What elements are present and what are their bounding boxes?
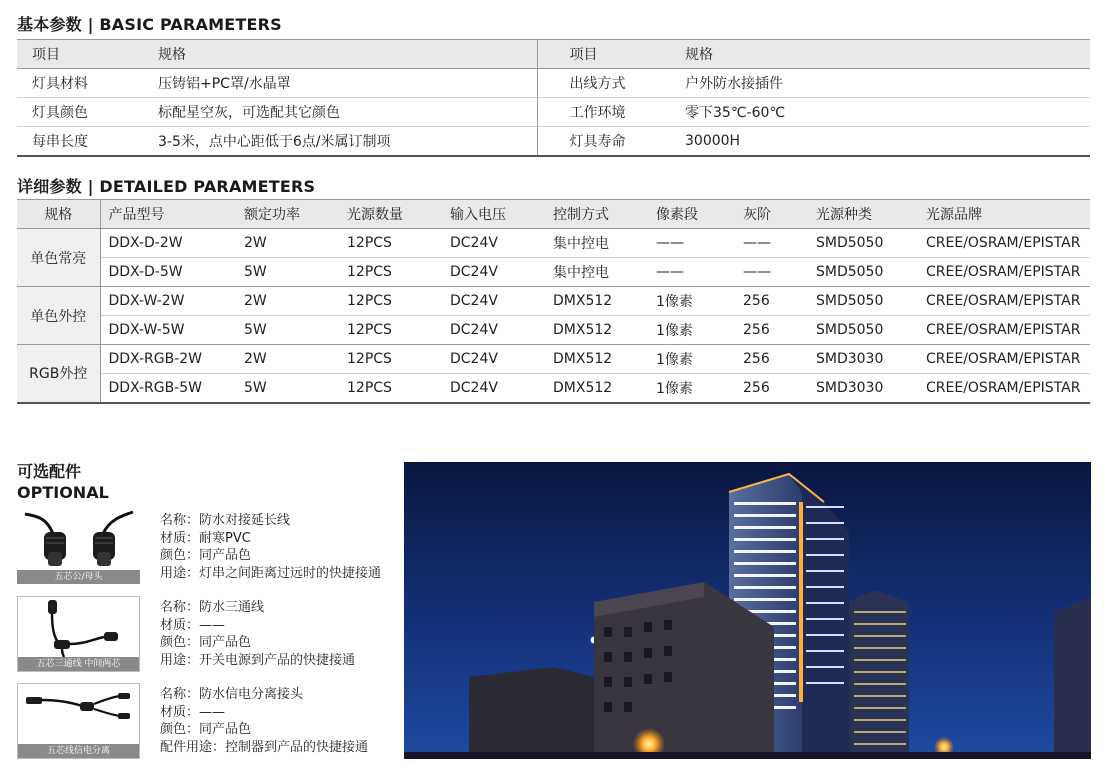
table-cell: 5W <box>244 379 267 396</box>
header-cell: 项目 <box>32 47 60 63</box>
table-cell: DMX512 <box>553 322 613 338</box>
table-cell: —— <box>656 235 684 251</box>
table-cell: 12PCS <box>347 379 392 396</box>
table-cell: 2W <box>244 293 267 309</box>
header-cell: 输入电压 <box>450 207 506 223</box>
table-row <box>17 374 1090 403</box>
optional-title-en: OPTIONAL <box>17 483 109 502</box>
table-cell: 12PCS <box>347 293 392 309</box>
signal-power-splitter-icon <box>18 684 139 744</box>
table-row <box>17 69 1090 98</box>
detailed-parameters-table <box>17 199 1090 404</box>
header-cell: 灰阶 <box>743 207 771 223</box>
detailed-parameters-title: 详细参数 | DETAILED PARAMETERS <box>17 177 316 196</box>
table-cell: 256 <box>743 293 770 309</box>
table-cell: CREE/OSRAM/EPISTAR <box>926 235 1081 251</box>
accessory-caption: 五芯线信电分离 <box>18 744 139 758</box>
table-cell: 2W <box>244 351 267 367</box>
table-header-row <box>17 40 1090 69</box>
header-cell: 规格 <box>143 40 537 69</box>
header-cell: 光源种类 <box>816 207 872 223</box>
header-cell: 产品型号 <box>108 207 165 223</box>
table-cell: SMD5050 <box>816 322 884 338</box>
table-cell: 256 <box>743 351 770 367</box>
table-cell: 30000H <box>685 132 741 149</box>
table-cell: 256 <box>743 322 770 338</box>
table-cell: 1像素 <box>656 352 693 368</box>
table-row <box>17 287 1090 316</box>
table-cell: 集中控电 <box>553 265 609 281</box>
header-cell: 规格 <box>685 47 713 63</box>
accessory-line: 名称：防水三通线 <box>160 600 265 615</box>
accessory-line: 用途：开关电源到产品的快捷接通 <box>160 652 356 668</box>
table-cell: SMD3030 <box>816 351 884 367</box>
accessory-line: 配件用途：控制器到产品的快捷接通 <box>160 739 369 755</box>
table-cell: DC24V <box>450 379 498 396</box>
spec-group-cell: 单色常亮 <box>17 229 100 287</box>
table-cell: DMX512 <box>553 293 613 309</box>
table-cell: 工作环境 <box>569 105 626 121</box>
spec-group-cell: 单色外控 <box>17 287 100 345</box>
optional-title-cn: 可选配件 <box>17 462 82 481</box>
table-cell: DC24V <box>450 293 498 309</box>
header-cell: 额定功率 <box>244 207 300 223</box>
table-cell: 3-5米，点中心距低于6点/米属订制项 <box>143 127 537 156</box>
accessory-line: 颜色：同产品色 <box>160 548 252 563</box>
basic-parameters-title: 基本参数 | BASIC PARAMETERS <box>17 15 282 34</box>
table-row <box>17 316 1090 345</box>
night-skyline-illustration <box>404 462 1091 759</box>
header-cell: 像素段 <box>656 207 698 223</box>
accessory-description <box>160 599 355 669</box>
table-cell: 灯具颜色 <box>32 105 88 121</box>
table-cell: DMX512 <box>553 379 613 396</box>
splitter-photo <box>17 683 140 759</box>
table-cell: 12PCS <box>347 322 392 338</box>
header-cell: 控制方式 <box>553 207 609 223</box>
table-cell: DC24V <box>450 264 498 280</box>
table-cell: SMD5050 <box>816 235 884 251</box>
table-cell: SMD5050 <box>816 293 884 309</box>
table-cell: 2W <box>244 235 267 251</box>
table-cell: DDX-D-5W <box>108 264 183 280</box>
table-cell: 压铸铝+PC罩/水晶罩 <box>143 69 537 98</box>
table-cell: 12PCS <box>347 264 392 280</box>
accessory-caption: 五芯公/母头 <box>17 570 140 584</box>
accessory-description <box>160 686 368 756</box>
accessory-line: 材质：—— <box>160 704 226 720</box>
table-cell: —— <box>743 264 771 280</box>
table-row <box>17 98 1090 127</box>
table-cell: —— <box>656 264 684 280</box>
tee-cable-photo <box>17 596 140 672</box>
header-cell: 光源数量 <box>347 207 403 223</box>
accessory-line: 颜色：同产品色 <box>160 635 252 650</box>
table-cell: 零下35℃-60℃ <box>685 105 786 121</box>
accessory-line: 用途：灯串之间距离过远时的快捷接通 <box>160 565 382 581</box>
basic-parameters-table <box>17 39 1090 157</box>
table-cell: SMD3030 <box>816 379 884 396</box>
table-header-row <box>17 200 1090 229</box>
table-cell: 12PCS <box>347 351 392 367</box>
tee-cable-icon <box>18 597 139 657</box>
accessory-caption: 五芯三通线 中间两芯 <box>18 657 139 671</box>
accessory-line: 颜色：同产品色 <box>160 722 252 737</box>
accessory-line: 名称：防水对接延长线 <box>160 513 291 528</box>
table-cell: 户外防水接插件 <box>685 76 783 92</box>
table-cell: CREE/OSRAM/EPISTAR <box>926 379 1081 396</box>
table-cell: 1像素 <box>656 294 693 310</box>
table-cell: 5W <box>244 322 267 338</box>
table-cell: 256 <box>743 379 770 396</box>
table-cell: 出线方式 <box>569 76 626 92</box>
table-row <box>17 258 1090 287</box>
table-cell: CREE/OSRAM/EPISTAR <box>926 264 1081 280</box>
table-cell: DMX512 <box>553 351 613 367</box>
table-cell: 1像素 <box>656 323 693 339</box>
table-cell: DC24V <box>450 351 498 367</box>
accessory-line: 材质：耐寒PVC <box>160 530 251 546</box>
table-cell: DDX-D-2W <box>108 235 183 251</box>
header-cell: 项目 <box>569 47 598 63</box>
table-cell: 灯具材料 <box>32 76 88 92</box>
table-row <box>17 229 1090 258</box>
table-cell: DC24V <box>450 322 498 338</box>
table-cell: 12PCS <box>347 235 392 251</box>
header-cell: 规格 <box>17 200 100 229</box>
accessory-line: 材质：—— <box>160 617 226 633</box>
table-cell: DDX-RGB-5W <box>108 379 202 396</box>
table-cell: 5W <box>244 264 267 280</box>
table-cell: 1像素 <box>656 380 693 397</box>
table-cell: CREE/OSRAM/EPISTAR <box>926 322 1081 338</box>
table-cell: DDX-RGB-2W <box>108 351 202 367</box>
table-cell: 标配星空灰，可选配其它颜色 <box>143 98 537 127</box>
connector-photo <box>17 508 140 584</box>
table-cell: SMD5050 <box>816 264 884 280</box>
table-cell: DDX-W-2W <box>108 293 185 309</box>
table-cell: DDX-W-5W <box>108 322 185 338</box>
table-row <box>17 345 1090 374</box>
accessory-description <box>160 512 381 582</box>
table-cell: CREE/OSRAM/EPISTAR <box>926 351 1081 367</box>
night-building-photo <box>404 462 1091 759</box>
header-cell: 光源品牌 <box>926 207 982 223</box>
table-row <box>17 127 1090 156</box>
table-cell: DC24V <box>450 235 498 251</box>
table-cell: 每串长度 <box>32 133 88 150</box>
spec-group-cell: RGB外控 <box>17 345 100 403</box>
table-cell: CREE/OSRAM/EPISTAR <box>926 293 1081 309</box>
table-cell: —— <box>743 235 771 251</box>
table-cell: 集中控电 <box>553 236 609 252</box>
table-cell: 灯具寿命 <box>569 133 626 150</box>
accessory-line: 名称：防水信电分离接头 <box>160 687 304 702</box>
